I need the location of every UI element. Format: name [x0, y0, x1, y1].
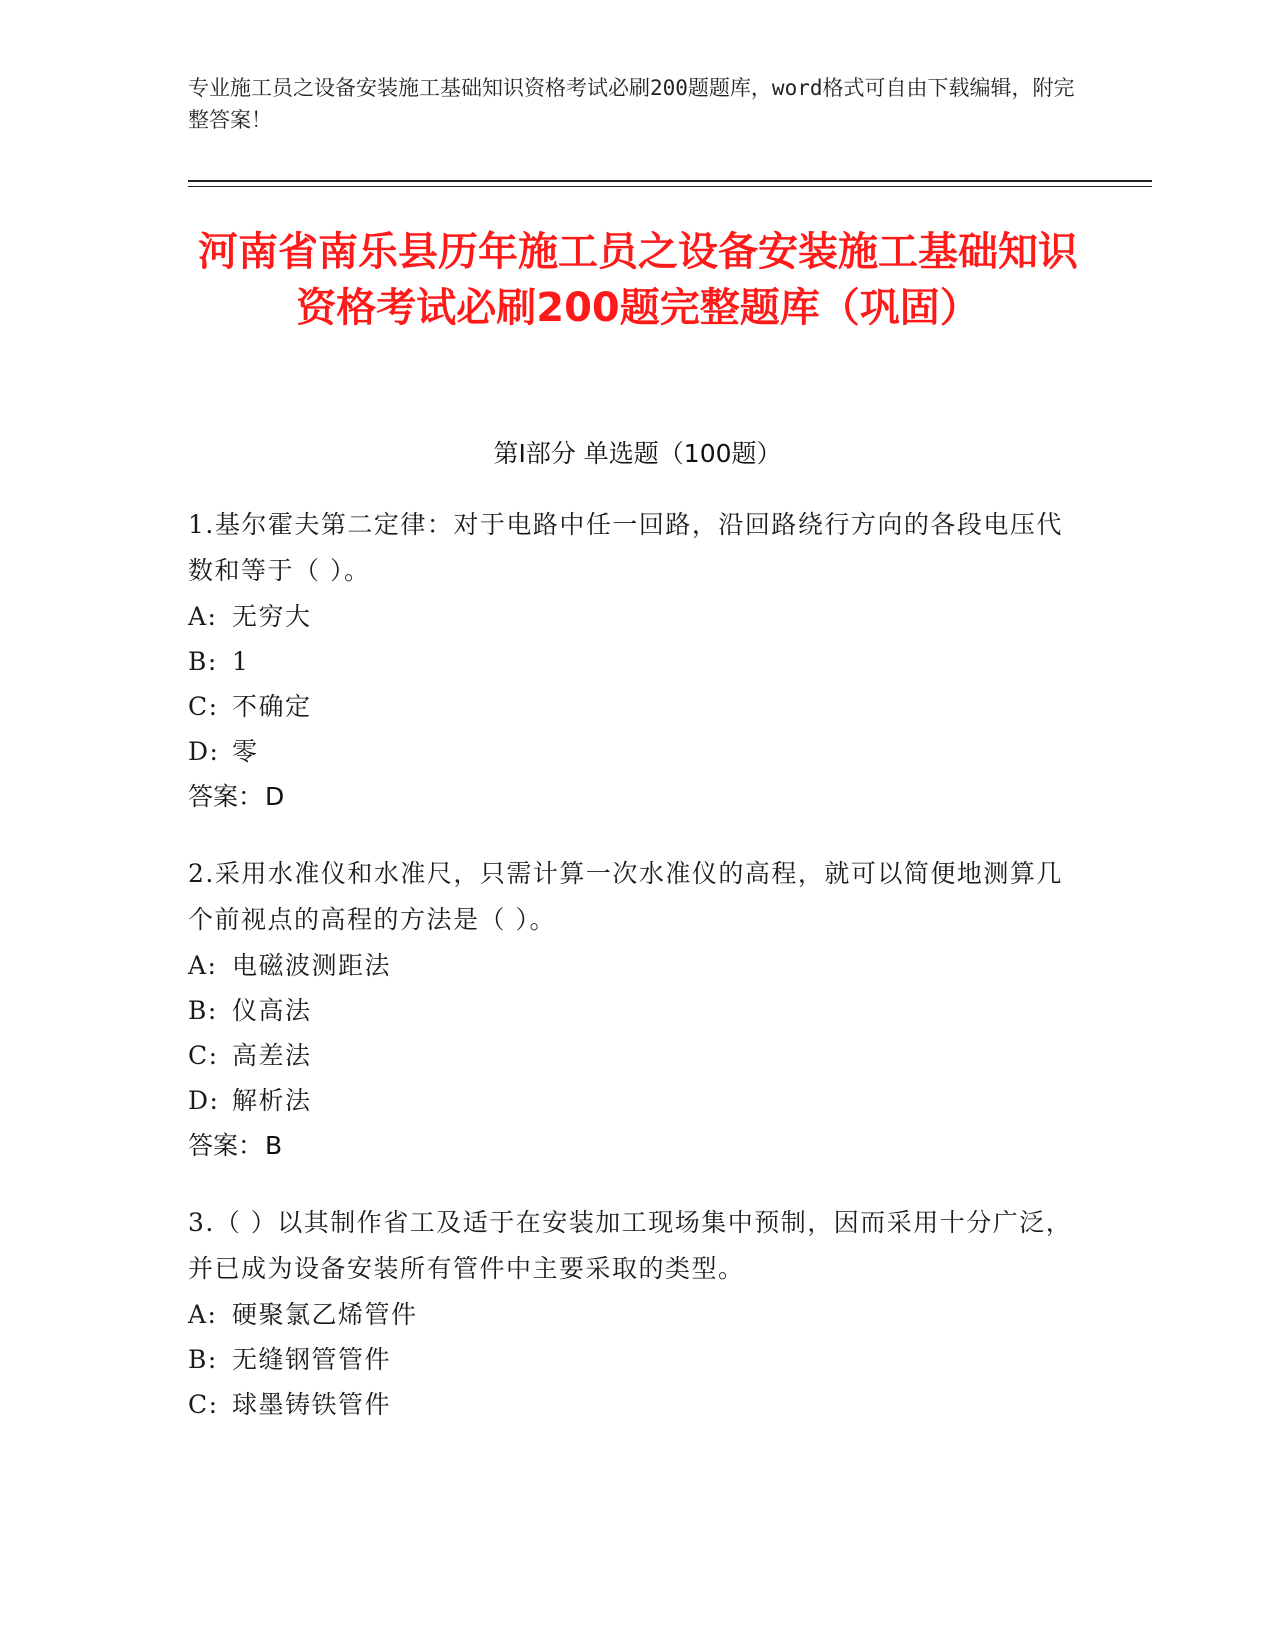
option-key: B:	[188, 647, 218, 676]
option-a	[188, 943, 1088, 988]
option-b	[188, 988, 1088, 1033]
question-text: 2.采用水准仪和水准尺，只需计算一次水准仪的高程，就可以简便地测算几个前视点的高程的方法是（ ）。	[188, 859, 1063, 934]
section-heading: 第I部分 单选题（100题）	[493, 439, 782, 468]
option-d	[188, 729, 1088, 774]
answer-label: 答案：	[188, 782, 264, 811]
option-text: 零	[232, 737, 259, 766]
question-text: 1.基尔霍夫第二定律：对于电路中任一回路，沿回路绕行方向的各段电压代数和等于（ ）。	[188, 510, 1063, 585]
option-key: A:	[188, 1300, 218, 1329]
answer-line	[188, 774, 1088, 820]
answer-value: D	[265, 782, 285, 811]
option-b	[188, 639, 1088, 684]
option-key: A:	[188, 602, 218, 631]
option-key: C:	[188, 692, 219, 721]
option-c	[188, 1382, 1088, 1427]
option-text: 解析法	[232, 1086, 312, 1115]
answer-line	[188, 1123, 1088, 1169]
document-title: 河南省南乐县历年施工员之设备安装施工基础知识资格考试必刷200题完整题库（巩固）	[198, 229, 1078, 331]
option-b	[188, 1337, 1088, 1382]
question-3	[188, 1200, 1088, 1427]
option-text: 不确定	[232, 692, 312, 721]
option-c	[188, 1033, 1088, 1078]
option-key: A:	[188, 951, 218, 980]
option-a	[188, 1292, 1088, 1337]
option-text: 高差法	[232, 1041, 312, 1070]
option-text: 硬聚氯乙烯管件	[232, 1300, 418, 1329]
header-divider-thin	[188, 186, 1152, 187]
option-text: 无缝钢管管件	[232, 1345, 392, 1374]
option-text: 电磁波测距法	[232, 951, 392, 980]
option-key: B:	[188, 1345, 218, 1374]
option-d	[188, 1078, 1088, 1123]
option-text: 仪高法	[232, 996, 312, 1025]
answer-label: 答案：	[188, 1131, 264, 1160]
option-key: C:	[188, 1390, 219, 1419]
option-key: D:	[188, 1086, 220, 1115]
option-key: D:	[188, 737, 220, 766]
answer-value: B	[265, 1131, 283, 1160]
option-key: C:	[188, 1041, 219, 1070]
question-2	[188, 851, 1088, 1169]
option-a	[188, 594, 1088, 639]
question-1	[188, 502, 1088, 820]
option-c	[188, 684, 1088, 729]
option-text: 1	[232, 647, 250, 676]
header-note: 专业施工员之设备安装施工基础知识资格考试必刷200题题库，word格式可自由下载编辑，附完整答案！	[188, 76, 1075, 132]
option-text: 无穷大	[232, 602, 312, 631]
option-key: B:	[188, 996, 218, 1025]
header-divider	[188, 180, 1152, 182]
option-text: 球墨铸铁管件	[232, 1390, 392, 1419]
question-text: 3.（ ）以其制作省工及适于在安装加工现场集中预制，因而采用十分广泛，并已成为设备安装所有管件中主要采取的类型。	[188, 1208, 1073, 1283]
